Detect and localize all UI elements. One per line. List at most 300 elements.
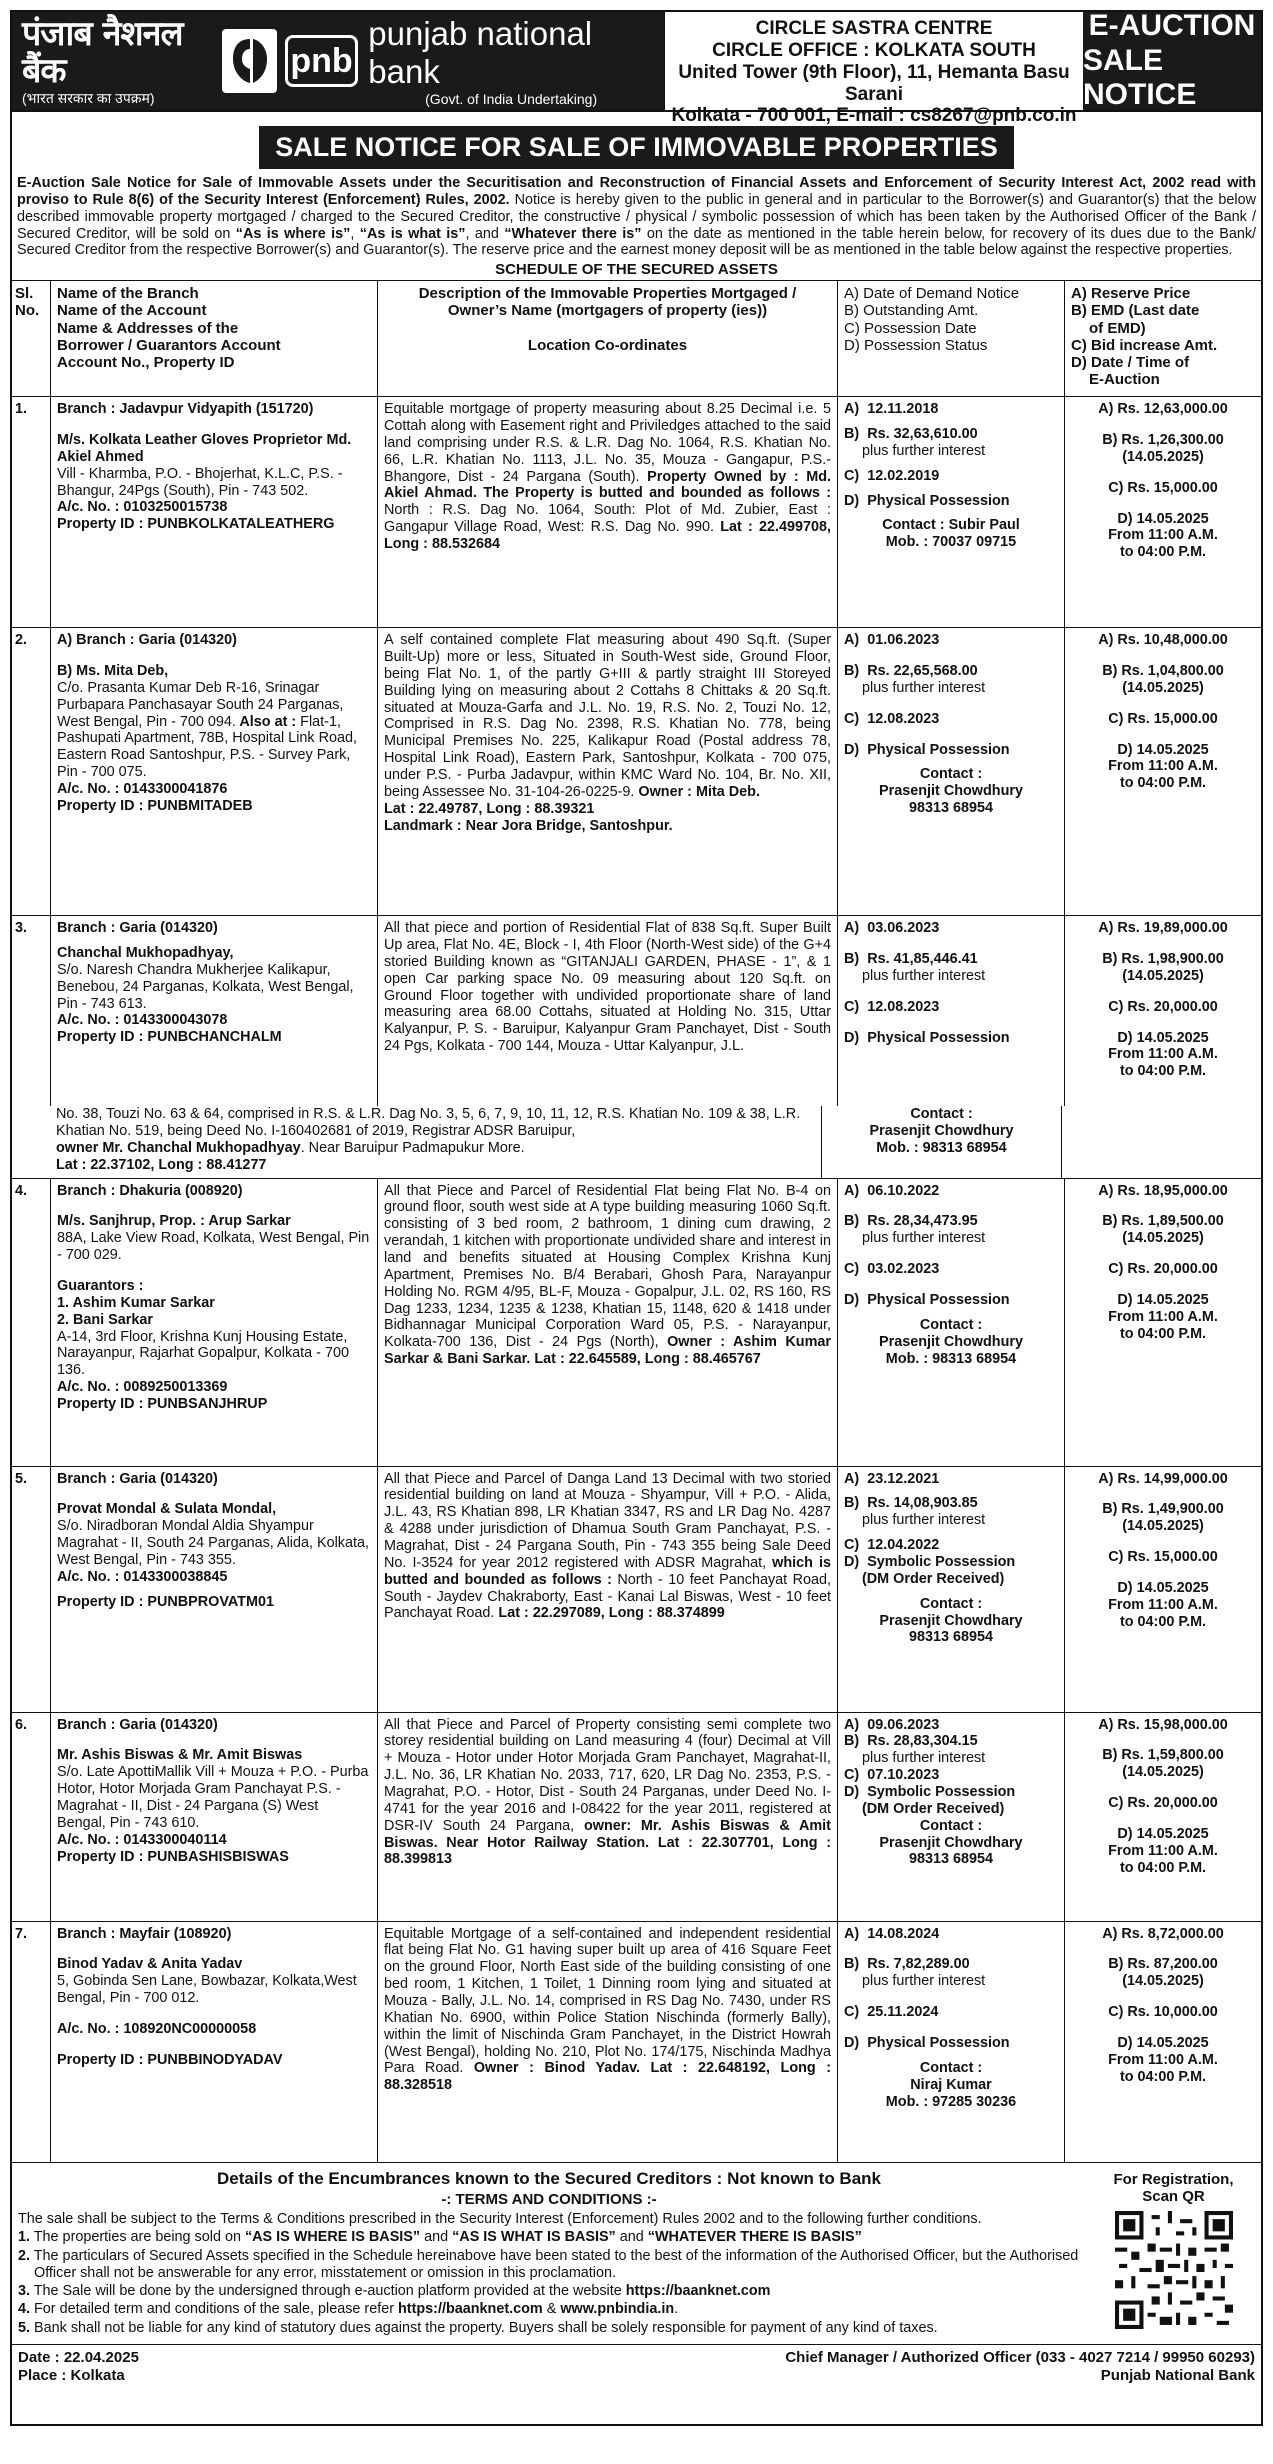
outstanding-amount: Rs. 32,63,610.00 — [867, 426, 978, 443]
emd-amount: B) Rs. 1,49,900.00 — [1102, 1501, 1224, 1518]
contact-mobile: 98313 68954 — [908, 1851, 994, 1868]
auction-end: to 04:00 P.M. — [1119, 1063, 1207, 1080]
row-reserve — [1064, 1179, 1261, 1466]
row-demand: A) 09.06.2023 B) Rs. 28,83,304.15 plus further interest C) 07.10.2023 D) Symbolic Possession (DM Order Received) Contact : Prasenjit Chowdhary 98313 68954 — [837, 1713, 1064, 1921]
english-tagline: (Govt. of India Undertaking) — [425, 90, 598, 107]
contact-label: Contact : — [919, 766, 983, 783]
row-demand: A) 23.12.2021 B) Rs. 14,08,903.85 plus further interest C) 12.04.2022 D) Symbolic Possession (DM Order Received) Contact : Prasenjit Chowdhary 98313 68954 — [837, 1467, 1064, 1712]
row-borrower — [50, 916, 377, 1106]
location-coordinates: Lat : 22.297089, Long : 88.374899 — [494, 1605, 725, 1622]
header-line: of EMD) — [1089, 319, 1146, 337]
contact-mobile: Mob. : 70037 09715 — [885, 534, 1017, 551]
borrower-address: S/o. Niradboran Mondal Aldia Shyampur Magrahat - II, South 24 Parganas, Alida, Kolkata, West Bengal, Pin - 743 355. — [57, 1518, 369, 1568]
baanknet-link[interactable]: https://baanknet.com — [397, 2301, 543, 2318]
branch-name: Branch : Garia (014320) — [57, 1716, 218, 1733]
possession-status: Symbolic Possession — [867, 1783, 1016, 1800]
table-row — [12, 1922, 1261, 2163]
term-text: The particulars of Secured Assets specified in the Schedule hereinabove have been stated to the best of the information of the Authorised Officer, but the Authorised Officer shall not be answerable for any error, misstatement or omission in this proclamation. — [33, 2247, 1079, 2281]
qr-block — [1086, 2163, 1261, 2344]
possession-status: Physical Possession — [867, 1029, 1010, 1046]
term-basis: “AS IS WHAT IS BASIS” — [452, 2229, 616, 2246]
account-name: Binod Yadav & Anita Yadav — [57, 1956, 243, 1973]
reserve-price: A) Rs. 12,63,000.00 — [1098, 401, 1228, 418]
account-number: A/c. No. : 0143300038845 — [57, 1568, 228, 1585]
account-name: B) Ms. Mita Deb, — [57, 663, 169, 680]
hindi-name-block — [22, 13, 214, 106]
branch-name: Branch : Jadavpur Vidyapith (151720) — [57, 401, 314, 418]
demand-notice-date: 09.06.2023 — [867, 1716, 940, 1733]
outstanding-amount: Rs. 14,08,903.85 — [867, 1495, 978, 1512]
bid-increase: C) Rs. 15,000.00 — [1108, 710, 1218, 727]
table-row — [12, 1713, 1261, 1922]
landmark: . Near Baruipur Padmapukur More. — [300, 1139, 525, 1156]
auction-date: D) 14.05.2025 — [1117, 741, 1209, 758]
location-coordinates: Lat : 22.37102, Long : 88.41277 — [56, 1156, 267, 1173]
emd-last-date: (14.05.2025) — [1122, 967, 1204, 984]
row-borrower — [50, 1467, 377, 1712]
bank-logo-block — [12, 12, 664, 110]
table-row — [12, 397, 1261, 628]
guarantor-address: A-14, 3rd Floor, Krishna Kunj Housing Estate, Narayanpur, Rajarhat Gopalpur, Kolkata - 700 136. — [57, 1328, 349, 1379]
property-boundaries: North : R.S. Dag No. 1064, South: Plot of Md. Zubier, East : Gangapur Village Road, West: R.S. Dag No. 990. — [384, 502, 831, 536]
emd-last-date: (14.05.2025) — [1122, 448, 1204, 465]
signature-block — [12, 2345, 1261, 2389]
qr-label: For Registration, — [1113, 2170, 1234, 2188]
header-line: Name & Addresses of the — [57, 319, 239, 337]
auction-end: to 04:00 P.M. — [1119, 544, 1207, 561]
property-description: A self contained complete Flat measuring about 490 Sq.ft. (Super Built-Up) more or less, Situated in South-West side, Ground Floor, being Flat No. 1, of the partly G+III & partly straight III Storeyed Building lying on measuring about 2 Cottahs 8 Chittaks & 20 Sq.ft. situated at Mouza-Garfa and J.L. No. 19, R.S. No. 2, Touzi No. 12, Comprised in R.S. Dag No. 2398, R.S. Khatian No. 778, being Municipal Premises No. 225, Kalikapur Road (Postal address 78, Hospital Link Road), Eastern Park, Santoshpur, Kolkata - 700 075, under P.S. - Purba Jadavpur, within KMC Ward No. 104, Br. No. XII, being Assessee No. 31-104-26-0225-9. — [384, 632, 831, 800]
header-line: Location Co-ordinates — [527, 336, 688, 354]
borrower-address: 88A, Lake View Road, Kolkata, West Bengal, Pin - 700 029. — [57, 1230, 370, 1264]
address-secondary: Flat-1, Pashupati Apartment, 78B, Hospital Link Road, Eastern Road Santoshpur, P.S. - Survey Park, Pin - 700 075. — [57, 713, 357, 781]
row-borrower — [50, 1179, 377, 1466]
branch-name: Branch : Mayfair (108920) — [57, 1925, 232, 1942]
pnb-wordmark: pnb — [285, 35, 359, 87]
authorized-officer: Chief Manager / Authorized Officer (033 - 4027 7214 / 99950 60293) — [785, 2348, 1255, 2366]
possession-date: 12.02.2019 — [867, 467, 940, 484]
header-line: Description of the Immovable Properties Mortgaged / — [418, 285, 797, 303]
row-description — [377, 628, 837, 915]
property-id: Property ID : PUNBBINODYADAV — [57, 2051, 283, 2068]
property-id: Property ID : PUNBSANJHRUP — [57, 1395, 268, 1412]
row-sl: 2. — [15, 632, 28, 649]
branch-name: Branch : Garia (014320) — [57, 1470, 218, 1487]
contact-label: Contact : — [919, 2059, 983, 2076]
english-name-block — [368, 15, 654, 107]
term-text: . — [674, 2301, 679, 2318]
reserve-price: A) Rs. 10,48,000.00 — [1098, 632, 1228, 649]
auction-end: to 04:00 P.M. — [1119, 775, 1207, 792]
emd-amount: B) Rs. 1,59,800.00 — [1102, 1747, 1224, 1764]
description-spill: No. 38, Touzi No. 63 & 64, comprised in R.S. & L.R. Dag No. 3, 5, 6, 7, 9, 10, 11, 12, R.S. Khatian No. 109 & 38, L.R. Khatian No. 519, being Deed No. I-160402681 of 2019, Registrar ADSR Baruipur, — [56, 1106, 801, 1140]
table-row — [12, 1179, 1261, 1467]
row-reserve — [1064, 1922, 1261, 2162]
property-boundaries: North - 10 feet Panchayat Road, South - Jaydev Chakraborty, East - Kanai Lal Biswas, West - 10 feet Panchayat Road. — [384, 1571, 831, 1622]
auction-start: From 11:00 A.M. — [1108, 1046, 1218, 1063]
reserve-price: A) Rs. 14,99,000.00 — [1098, 1470, 1228, 1487]
demand-notice-date: 06.10.2022 — [867, 1182, 940, 1199]
auction-start: From 11:00 A.M. — [1108, 758, 1218, 775]
interest-note: plus further interest — [862, 967, 986, 984]
header-line: D) Possession Status — [844, 336, 988, 354]
property-id: Property ID : PUNBPROVATM01 — [57, 1593, 274, 1610]
auction-date: D) 14.05.2025 — [1117, 1579, 1209, 1596]
pnbindia-link[interactable]: www.pnbindia.in — [560, 2301, 675, 2318]
contact-label: Contact : — [910, 1106, 973, 1123]
demand-notice-date: 14.08.2024 — [867, 1925, 940, 1942]
row-demand: A) 12.11.2018 B) Rs. 32,63,610.00 plus further interest C) 12.02.2019 D) Physical Possession Contact : Subir Paul Mob. : 70037 09715 — [837, 397, 1064, 627]
hindi-tagline: (भारत सरकार का उपक्रम) — [22, 89, 155, 106]
auction-end: to 04:00 P.M. — [1119, 2068, 1207, 2085]
eauction-badge — [1083, 9, 1261, 112]
auction-end: to 04:00 P.M. — [1119, 1859, 1207, 1876]
location-coordinates: Lat : 22.499708, Long : 88.532684 — [384, 519, 831, 552]
possession-note: (DM Order Received) — [862, 1570, 1005, 1587]
account-number: A/c. No. : 0143300041876 — [57, 780, 228, 797]
header-reserve — [1064, 281, 1261, 396]
header-line: C) Bid increase Amt. — [1071, 336, 1218, 354]
emd-last-date: (14.05.2025) — [1122, 1973, 1204, 1990]
header-line: A) Date of Demand Notice — [844, 285, 1020, 303]
possession-date: 12.04.2022 — [867, 1537, 940, 1554]
emd-last-date: (14.05.2025) — [1122, 679, 1204, 696]
reserve-price: A) Rs. 18,95,000.00 — [1098, 1182, 1228, 1199]
emd-amount: B) Rs. 1,89,500.00 — [1102, 1213, 1224, 1230]
terms-section — [12, 2163, 1261, 2345]
notice-place: Place : Kolkata — [18, 2366, 125, 2384]
header-line: Name of the Branch — [57, 285, 199, 303]
row-description — [377, 1922, 837, 2162]
possession-note: (DM Order Received) — [862, 1800, 1005, 1817]
boundaries-label: which is butted and bounded as follows : — [384, 1554, 831, 1588]
bid-increase: C) Rs. 10,000.00 — [1108, 2004, 1218, 2021]
possession-status: Physical Possession — [867, 492, 1010, 509]
row-demand: A) 14.08.2024 B) Rs. 7,82,289.00 plus further interest C) 25.11.2024 D) Physical Possession Contact : Niraj Kumar Mob. : 97285 30236 — [837, 1922, 1064, 2162]
address-line: Kolkata - 700 001, E-mail : cs8267@pnb.co.in — [671, 105, 1077, 127]
bid-increase: C) Rs. 20,000.00 — [1108, 1795, 1218, 1812]
outstanding-amount: Rs. 22,65,568.00 — [867, 663, 978, 680]
bid-increase: C) Rs. 20,000.00 — [1108, 1261, 1218, 1278]
property-description: All that Piece and Parcel of Residential Flat being Flat No. B-4 on ground floor, south west side at A type building measuring 1060 Sq.ft. consisting of 3 bed room, 2 bathroom, 1 dining cum drawing, 2 verandah, 1 kitchen with proportionate undivided share and interest in land and benefits situated at Housing Complex Krishna Kunj Apartment, Premises No. B/4 Berabari, Ghosh Para, Narayanpur Holding No. RGM 4/95, BL-F, Mouza - Gopalpur, J.L. 02, RS 160, RS Dag 1233, 1234, 1235 & 1238, Khatian 15, 1148, 620 & 1418 under Bidhannagar Municipal Corporation Ward 05, P.S. - Narayanpur, Kolkata-700 136, Dist - 24 Pgs (North), — [384, 1182, 831, 1351]
header-line: B) EMD (Last date — [1071, 302, 1200, 320]
row-borrower — [50, 1713, 377, 1921]
intro-bold: E-Auction Sale Notice for Sale of Immovable Assets under the Securitisation and Reconstruction of Financial Assets and Enforcement of Security Interest Act, 2002 read with proviso to Rule 8(6) of the Security Interest (Enforcement) Rules, 2002. — [17, 175, 1256, 208]
contact-name: Prasenjit Chowdhary — [879, 1834, 1023, 1851]
row-borrower — [50, 1922, 377, 2162]
bid-increase: C) Rs. 15,000.00 — [1108, 479, 1218, 496]
emd-amount: B) Rs. 87,200.00 — [1108, 1956, 1218, 1973]
term-text: The properties are being sold on — [33, 2229, 245, 2246]
row-description — [377, 1467, 837, 1712]
reserve-price: A) Rs. 19,89,000.00 — [1098, 920, 1228, 937]
account-number: A/c. No. : 0143300043078 — [57, 1012, 228, 1029]
property-owner: Owner : Ashim Kumar Sarkar & Bani Sarkar. Lat : 22.645589, Long : 88.465767 — [384, 1334, 831, 1368]
auction-start: From 11:00 A.M. — [1108, 1308, 1218, 1325]
row-sl: 3. — [15, 920, 28, 937]
baanknet-link[interactable]: https://baanknet.com — [625, 2283, 771, 2300]
term-text: The Sale will be done by the undersigned through e-auction platform provided at the website — [33, 2283, 626, 2300]
emd-last-date: (14.05.2025) — [1122, 1230, 1204, 1247]
row-reserve — [1064, 1713, 1261, 1921]
auction-date: D) 14.05.2025 — [1117, 1029, 1209, 1046]
schedule-title: SCHEDULE OF THE SECURED ASSETS — [12, 259, 1261, 281]
encumbrances-line: Details of the Encumbrances known to the Secured Creditors : Not known to Bank — [216, 2168, 882, 2188]
interest-note: plus further interest — [862, 1973, 986, 1990]
account-name: Mr. Ashis Biswas & Mr. Amit Biswas — [57, 1747, 303, 1764]
property-id: Property ID : PUNBCHANCHALM — [57, 1029, 282, 1046]
emd-last-date: (14.05.2025) — [1122, 1764, 1204, 1781]
address-line: CIRCLE OFFICE : KOLKATA SOUTH — [712, 39, 1036, 61]
property-description: Equitable Mortgage of a self-contained and independent residential flat being Flat No. G1 having super built up area of 416 Square Feet on the ground Floor, North East side of the building consisting of one bed room, 1 Kitchen, 1 Toilet, 1 Dinning room lying and situated at Mouza - Bally, J.L. No. 14, comprised in RS Dag No. 7430, under RS Khatian No. 6900, within Police Station Nischinda (formerly Bally), within the limit of Nischinda Gram Panchayet, in the District Howrah (West Bengal), holding No. 210, Plot No. 174/175, Nischinda Madhya Para Road. — [384, 1925, 831, 2077]
account-name: Provat Mondal & Sulata Mondal, — [57, 1501, 277, 1518]
bid-increase: C) Rs. 15,000.00 — [1108, 1549, 1218, 1566]
eauction-label: E-AUCTION — [1088, 9, 1256, 43]
borrower-address — [57, 680, 371, 781]
property-description: All that Piece and Parcel of Property consisting semi complete two storey residential building on Land measuring 4 (four) Decimal at Vill + Mouza - Hotor under Hotor Morjada Gram Panchayet, Magrahat-II, J.L. No. 36, LR Khatian No. 2033, 717, 620, LR Dag No. 2353, P.S. - Magrahat, P.O. - Hotor, Dist - South 24 Parganas, under Deed No. I-4741 for the year 2016 and I-08422 for the year 2011, registered at DSR-IV South 24 Pargana, — [384, 1716, 831, 1834]
contact-label: Contact : — [919, 1595, 983, 1612]
notice-date: Date : 22.04.2025 — [18, 2348, 139, 2366]
possession-date: 03.02.2023 — [867, 1261, 940, 1278]
notice-title: SALE NOTICE FOR SALE OF IMMOVABLE PROPERTIES — [259, 126, 1014, 169]
account-number: A/c. No. : 108920NC00000058 — [57, 2020, 257, 2037]
outstanding-amount: Rs. 28,83,304.15 — [867, 1733, 978, 1750]
header-line: C) Possession Date — [844, 319, 977, 337]
reserve-price: A) Rs. 15,98,000.00 — [1098, 1716, 1228, 1733]
row-sl: 5. — [15, 1470, 28, 1487]
auction-date: D) 14.05.2025 — [1117, 1825, 1209, 1842]
qr-label-2: Scan QR — [1142, 2187, 1205, 2205]
branch-name: Branch : Garia (014320) — [57, 920, 218, 937]
header-description — [377, 281, 837, 396]
outstanding-amount: Rs. 28,34,473.95 — [867, 1213, 978, 1230]
term-3: 3. The Sale will be done by the undersigned through e-auction platform provided at the website https://baanknet.com — [18, 2283, 771, 2300]
term-basis: “AS IS WHERE IS BASIS” — [244, 2229, 421, 2246]
row-demand: A) 01.06.2023 B) Rs. 22,65,568.00 plus further interest C) 12.08.2023 D) Physical Possession Contact : Prasenjit Chowdhury 98313 68954 — [837, 628, 1064, 915]
contact-name: Niraj Kumar — [910, 2076, 992, 2093]
emd-amount: B) Rs. 1,26,300.00 — [1102, 432, 1224, 449]
outstanding-amount: Rs. 7,82,289.00 — [867, 1956, 970, 1973]
english-bank-name: punjab national bank — [368, 15, 593, 90]
interest-note: plus further interest — [862, 1230, 986, 1247]
auction-end: to 04:00 P.M. — [1119, 1613, 1207, 1630]
borrower-address: 5, Gobinda Sen Lane, Bowbazar, Kolkata,West Bengal, Pin - 700 012. — [57, 1973, 357, 2007]
auction-date: D) 14.05.2025 — [1117, 2034, 1209, 2051]
term-text: Bank shall not be liable for any kind of statutory dues against the property. Buyers shall be solely responsible for payment of any kind of taxes. — [34, 2319, 938, 2336]
property-owner: owner: Mr. Ashis Biswas & Amit Biswas. Near Hotor Railway Station. Lat : 22.307701, Long : 88.399813 — [384, 1817, 831, 1868]
row-description — [377, 397, 837, 627]
pnb-emblem-icon — [222, 29, 276, 93]
header-line: A) Reserve Price — [1071, 285, 1191, 303]
header-line: D) Date / Time of — [1071, 354, 1190, 372]
row-3-continuation — [12, 1106, 1261, 1178]
possession-date: 25.11.2024 — [867, 2004, 939, 2021]
emd-last-date: (14.05.2025) — [1122, 1518, 1204, 1535]
term-text: and — [420, 2229, 453, 2246]
header-line: Account No., Property ID — [57, 354, 235, 372]
branch-name: Branch : Dhakuria (008920) — [57, 1182, 243, 1199]
row-description: All that piece and portion of Residential Flat of 838 Sq.ft. Super Built Up area, Flat No. 4E, Block - I, 4th Floor (North-West side) of the G+4 storied Building known as “GITANJALI GARDEN, PHASE - 1”, & 1 open Car parking space No. 09 measuring about 120 Sq.ft. on Ground Floor together with undivided proportionate share of land measuring area 68.00 Cottahs, situated at Holding No. 315, Uttar Kalyanpur, P. S. - Baruipur, Kalyanpur Gram Panchayet, Dist - South 24 Pgs, Kolkata - 700 144, Mouza - Uttar Kalyanpur, J.L. — [377, 916, 837, 1106]
account-number: A/c. No. : 0103250015738 — [57, 499, 228, 516]
property-owner: Owner : Binod Yadav. Lat : 22.648192, Long : 88.328518 — [384, 2060, 832, 2094]
property-owner: Owner : Mita Deb. — [634, 783, 760, 800]
property-id: Property ID : PUNBMITADEB — [57, 797, 253, 814]
terms-title: -: TERMS AND CONDITIONS :- — [441, 2190, 657, 2208]
possession-date: 12.08.2023 — [867, 710, 940, 727]
row-description — [377, 1713, 837, 1921]
property-owner: owner Mr. Chanchal Mukhopadhyay — [56, 1139, 301, 1156]
row-demand: A) 06.10.2022 B) Rs. 28,34,473.95 plus further interest C) 03.02.2023 D) Physical Possession Contact : Prasenjit Chowdhury Mob. : 98313 68954 — [837, 1179, 1064, 1466]
contact-mobile: 98313 68954 — [908, 1629, 994, 1646]
description-continuation — [12, 1106, 821, 1177]
contact-name: Contact : Subir Paul — [882, 517, 1020, 534]
terms-intro: The sale shall be subject to the Terms & Conditions prescribed in the Security Interest (Enforcement) Rules 2002 and to the following further conditions. — [18, 2210, 982, 2227]
sale-notice-label: SALE NOTICE — [1083, 43, 1197, 112]
row-reserve — [1064, 1467, 1261, 1712]
contact-mobile: Mob. : 98313 68954 — [885, 1350, 1017, 1367]
header-line: Borrower / Guarantors Account — [57, 336, 281, 354]
landmark: Landmark : Near Jora Bridge, Santoshpur. — [384, 817, 673, 834]
emd-amount: B) Rs. 1,04,800.00 — [1102, 663, 1224, 680]
intro-text-2: on the date as mentioned in the table herein below, for recovery of its dues due to the Bank/ Secured Creditor from the respective Borrower(s) and Guarantor(s). The reserve price and the earnest money deposit will be as mentioned in the table below against the respective properties. — [17, 225, 1257, 259]
row-borrower — [50, 628, 377, 915]
reserve-price: A) Rs. 8,72,000.00 — [1102, 1925, 1224, 1942]
possession-status: Physical Possession — [867, 741, 1010, 758]
officer-block — [785, 2349, 1255, 2385]
contact-name: Prasenjit Chowdhury — [879, 1333, 1023, 1350]
contact-label: Contact : — [919, 1817, 983, 1834]
masthead — [12, 9, 1261, 127]
contact-mobile: Mob. : 97285 30236 — [885, 2093, 1017, 2110]
contact-label: Contact : — [919, 1316, 983, 1333]
table-row — [12, 1467, 1261, 1713]
contact-name: Prasenjit Chowdhary — [879, 1612, 1023, 1629]
intro-sep: , and — [465, 225, 505, 242]
term-text: and — [615, 2229, 648, 2246]
interest-note: plus further interest — [862, 679, 986, 696]
account-number: A/c. No. : 0089250013369 — [57, 1379, 228, 1396]
intro-sep: , — [350, 225, 360, 242]
header-line: B) Outstanding Amt. — [844, 302, 979, 320]
term-1: 1. The properties are being sold on “AS IS WHERE IS BASIS” and “AS IS WHAT IS BASIS” and “WHATEVER THERE IS BASIS” — [18, 2229, 862, 2246]
address-line: United Tower (9th Floor), 11, Hemanta Basu Sarani — [678, 61, 1070, 105]
row-reserve — [1064, 397, 1261, 627]
header-borrower — [50, 281, 377, 396]
branch-name: A) Branch : Garia (014320) — [57, 632, 237, 649]
possession-date: 12.08.2023 — [867, 998, 940, 1015]
row-sl: 1. — [15, 401, 28, 418]
guarantors-label: Guarantors : — [57, 1277, 144, 1294]
intro-basis-2: “As is what is” — [359, 225, 466, 242]
circle-office-address — [664, 12, 1083, 127]
term-5: 5. Bank shall not be liable for any kind of statutory dues against the property. Buyers shall be solely responsible for payment of any kind of taxes. — [18, 2319, 938, 2336]
auction-end: to 04:00 P.M. — [1119, 1325, 1207, 1342]
intro-text: Notice is hereby given to the public in general and in particular to the Borrower(s) and Guarantor(s) that the below described immovable property mortgaged / charged to the Secured Creditor, the constructive / physical / symbolic possession of which has been taken by the Authorised Officer of the Bank / Secured Creditor, will be sold on — [17, 191, 1256, 242]
address-primary: C/o. Prasanta Kumar Deb R-16, Srinagar Purbapara Panchasayar South 24 Parganas, West Bengal, Pin - 700 094. — [57, 679, 344, 730]
date-place — [18, 2349, 139, 2385]
contact-continuation — [821, 1106, 1061, 1177]
demand-notice-date: 12.11.2018 — [867, 401, 939, 418]
header-line: Owner’s Name (mortgagers of property (ies)) — [447, 302, 768, 320]
row-borrower — [50, 397, 377, 627]
table-row — [12, 916, 1261, 1106]
property-id: Property ID : PUNBASHISBISWAS — [57, 1848, 289, 1865]
guarantor-1: 1. Ashim Kumar Sarkar — [57, 1294, 215, 1311]
header-line: E-Auction — [1089, 371, 1160, 389]
term-text: & — [542, 2301, 561, 2318]
auction-start: From 11:00 A.M. — [1108, 527, 1218, 544]
also-at-label: Also at : — [235, 713, 297, 730]
account-name: M/s. Kolkata Leather Gloves Proprietor Md. Akiel Ahmed — [57, 432, 352, 465]
account-number: A/c. No. : 0143300040114 — [57, 1831, 227, 1848]
auction-start: From 11:00 A.M. — [1108, 1842, 1218, 1859]
row-reserve — [1064, 628, 1261, 915]
possession-status: Physical Possession — [867, 1291, 1010, 1308]
interest-note: plus further interest — [862, 1512, 986, 1529]
term-text: For detailed term and conditions of the sale, please refer — [34, 2301, 398, 2318]
property-id: Property ID : PUNBKOLKATALEATHERG — [57, 516, 335, 533]
outstanding-amount: Rs. 41,85,446.41 — [867, 951, 978, 968]
contact-name: Prasenjit Chowdhury — [879, 783, 1023, 800]
bid-increase: C) Rs. 20,000.00 — [1108, 998, 1218, 1015]
location-coordinates: Lat : 22.49787, Long : 88.39321 — [384, 800, 595, 817]
guarantor-2: 2. Bani Sarkar — [57, 1311, 153, 1328]
auction-start: From 11:00 A.M. — [1108, 1596, 1218, 1613]
term-4: 4. For detailed term and conditions of the sale, please refer https://baanknet.com & www.pnbindia.in. — [18, 2301, 679, 2318]
borrower-address: S/o. Late ApottiMallik Vill + Mouza + P.O. - Purba Hotor, Hotor Morjada Gram Panchayat P.S. - Magrahat - II, Dist - 24 Pargana (S) West Bengal, Pin - 743 610. — [57, 1764, 369, 1831]
intro-basis-3: “Whatever there is” — [504, 225, 642, 242]
address-line: CIRCLE SASTRA CENTRE — [755, 18, 993, 39]
demand-notice-date: 23.12.2021 — [867, 1470, 940, 1487]
intro-paragraph — [12, 175, 1261, 259]
auction-date: D) 14.05.2025 — [1117, 1291, 1209, 1308]
notice-page — [10, 10, 1263, 2426]
row-sl: 6. — [15, 1716, 28, 1733]
contact-mobile: 98313 68954 — [908, 800, 994, 817]
qr-code-icon[interactable] — [1115, 2211, 1233, 2329]
auction-date: D) 14.05.2025 — [1117, 510, 1209, 527]
interest-note: plus further interest — [862, 442, 986, 459]
possession-status: Physical Possession — [867, 2034, 1010, 2051]
intro-basis-1: “As is where is” — [235, 225, 351, 242]
contact-mobile: Mob. : 98313 68954 — [876, 1139, 1007, 1156]
property-description: All that Piece and Parcel of Danga Land 13 Decimal with two storied residential building on land at Mouza - Shyampur, Vill + P.O. - Alida, J.L. 43, RS Khatian 898, LR Khatian 3347, RS and LR Dag No. 4287 & 4288 under jurisdiction of Dhamua South Gram Panchayat, P.S. - Magrahat, Dist - 24 Pargana South, Pin - 743 355 being Sale Deed No. I-3524 for year 2012 registered with ADSR Magrahat, — [384, 1470, 831, 1571]
header-line: Name of the Account — [57, 302, 207, 320]
row-sl: 7. — [15, 1925, 28, 1942]
possession-date: 07.10.2023 — [867, 1767, 940, 1784]
term-2: 2. The particulars of Secured Assets specified in the Schedule hereinabove have been stated to the best of the information of the Authorised Officer, but the Authorised Officer shall not be answerable for any error, misstatement or omission in this proclamation. — [18, 2247, 1079, 2281]
table-header — [12, 281, 1261, 397]
hindi-bank-name: पंजाब नैशनल बैंक — [22, 13, 183, 92]
possession-status: Symbolic Possession — [867, 1553, 1016, 1570]
interest-note: plus further interest — [862, 1750, 986, 1767]
terms-block — [12, 2163, 1086, 2344]
emd-amount: B) Rs. 1,98,900.00 — [1102, 951, 1224, 968]
borrower-address: Vill - Kharmba, P.O. - Bhojerhat, K.L.C, P.S. - Bhangur, 24Pgs (South), Pin - 743 502. — [57, 465, 343, 499]
demand-notice-date: 03.06.2023 — [867, 920, 940, 937]
property-owner: Property Owned by : Md. Akiel Ahmad. The Property is butted and bounded as follows : — [384, 468, 831, 502]
row-reserve — [1064, 916, 1261, 1106]
contact-name: Prasenjit Chowdhury — [869, 1123, 1014, 1140]
table-row — [12, 628, 1261, 916]
row-description — [377, 1179, 837, 1466]
header-demand — [837, 281, 1064, 396]
account-name: M/s. Sanjhrup, Prop. : Arup Sarkar — [57, 1213, 291, 1230]
bank-name: Punjab National Bank — [1100, 2366, 1255, 2384]
row-demand: A) 03.06.2023 B) Rs. 41,85,446.41 plus further interest C) 12.08.2023 D) Physical Possession — [837, 916, 1064, 1106]
header-sl: Sl. No. — [15, 285, 40, 320]
row-sl: 4. — [15, 1182, 28, 1199]
auction-start: From 11:00 A.M. — [1108, 2051, 1218, 2068]
